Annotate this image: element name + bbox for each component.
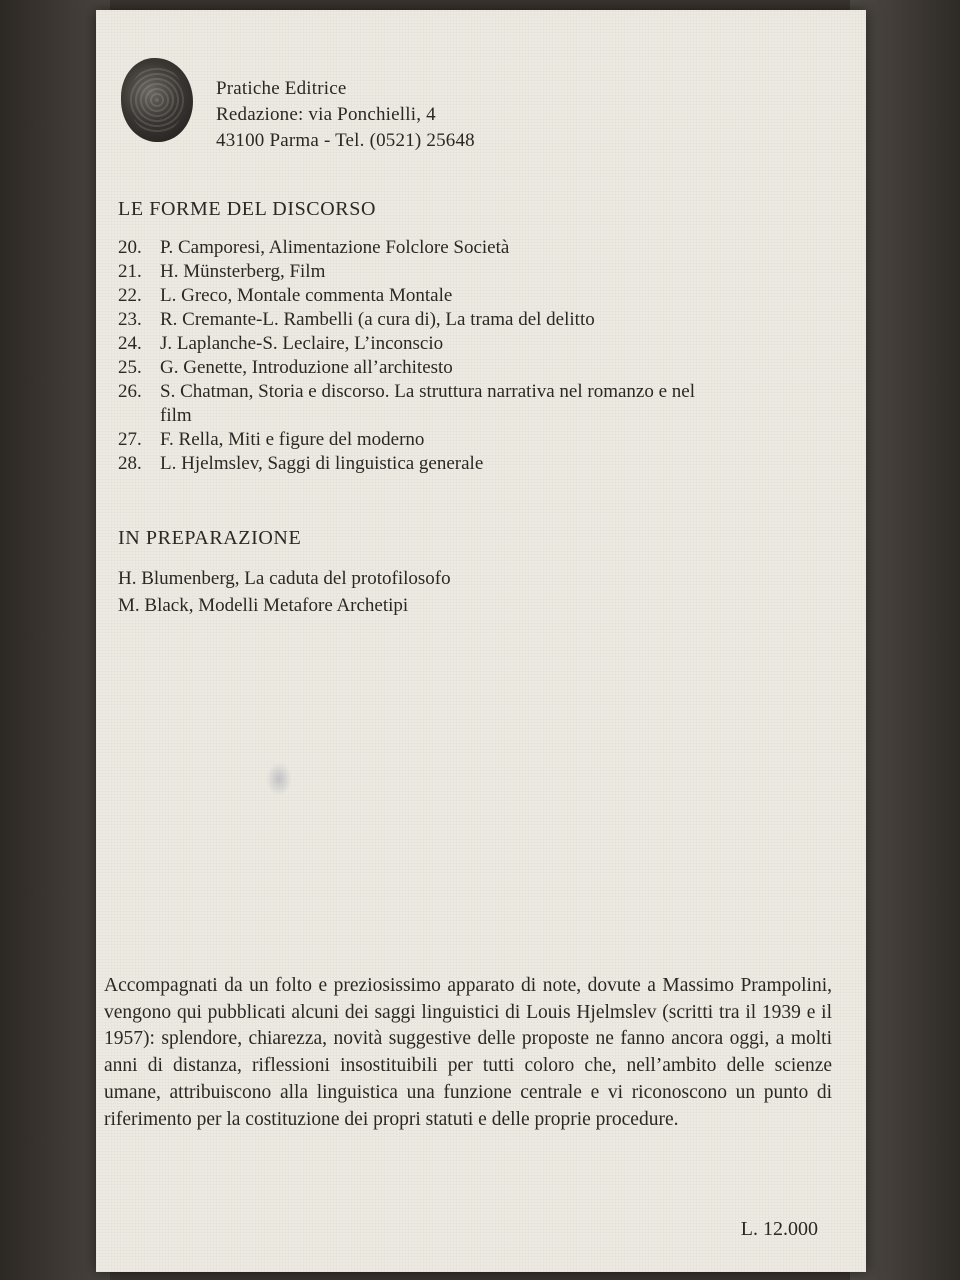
item-number: 25. xyxy=(118,357,142,378)
item-text: S. Chatman, Storia e discorso. La struttura narrativa nel romanzo e nel film xyxy=(160,381,696,426)
item-text: P. Camporesi, Alimentazione Folclore Società xyxy=(160,237,510,258)
item-text: R. Cremante-L. Rambelli (a cura di), La trama del delitto xyxy=(160,309,595,330)
ink-smudge xyxy=(266,762,292,796)
item-text: L. Greco, Montale commenta Montale xyxy=(160,285,453,306)
item-number: 28. xyxy=(118,453,142,474)
list-item xyxy=(118,356,838,380)
item-text: J. Laplanche-S. Leclaire, L’inconscio xyxy=(160,333,444,354)
series-list xyxy=(118,236,838,476)
item-text: H. Münsterberg, Film xyxy=(160,261,326,282)
item-number: 26. xyxy=(118,381,142,402)
list-item: M. Black, Modelli Metafore Archetipi xyxy=(118,595,409,616)
list-item xyxy=(118,308,838,332)
publisher-name: Pratiche Editrice xyxy=(216,78,347,99)
item-number: 20. xyxy=(118,237,142,258)
blurb-paragraph: Accompagnati da un folto e preziosissimo apparato di note, dovute a Massimo Prampolini, vengono qui pubblicati alcuni dei saggi linguistici di Louis Hjelmslev (scritti tra il 1939 e il 1957): splendore, chiarezza, novità suggestive delle proposte ne fanno ancora oggi, a molti anni di distanza, riflessioni insostituibili per tutti coloro che, nell’ambito delle scienze umane, attribuiscono alla linguistica una funzione centrale e vi riconoscono un punto di riferimento per la costituzione dei propri statuti e delle proprie procedure. xyxy=(104,975,832,1130)
series-title: LE FORME DEL DISCORSO xyxy=(118,198,376,220)
item-number: 21. xyxy=(118,261,142,282)
list-item: H. Blumenberg, La caduta del protofilosofo xyxy=(118,568,451,589)
list-item xyxy=(118,236,838,260)
in-preparation-title: IN PREPARAZIONE xyxy=(118,527,302,549)
item-number: 22. xyxy=(118,285,142,306)
publisher-block xyxy=(216,76,475,154)
item-number: 23. xyxy=(118,309,142,330)
background-left xyxy=(0,0,110,1280)
item-text: L. Hjelmslev, Saggi di linguistica generale xyxy=(160,453,484,474)
list-item xyxy=(118,284,838,308)
list-item xyxy=(118,428,838,452)
item-text: F. Rella, Miti e figure del moderno xyxy=(160,429,425,450)
publisher-address: Redazione: via Ponchielli, 4 xyxy=(216,104,436,125)
item-text: G. Genette, Introduzione all’architesto xyxy=(160,357,453,378)
price-label: L. 12.000 xyxy=(740,1218,818,1240)
publisher-seal-icon xyxy=(121,58,193,142)
book-back-cover xyxy=(96,10,866,1272)
publisher-city-phone: 43100 Parma - Tel. (0521) 25648 xyxy=(216,130,475,151)
list-item xyxy=(118,380,838,428)
item-number: 27. xyxy=(118,429,142,450)
background-right xyxy=(850,0,960,1280)
item-number: 24. xyxy=(118,333,142,354)
list-item xyxy=(118,332,838,356)
list-item xyxy=(118,452,838,476)
list-item xyxy=(118,260,838,284)
in-preparation-list xyxy=(118,565,451,619)
